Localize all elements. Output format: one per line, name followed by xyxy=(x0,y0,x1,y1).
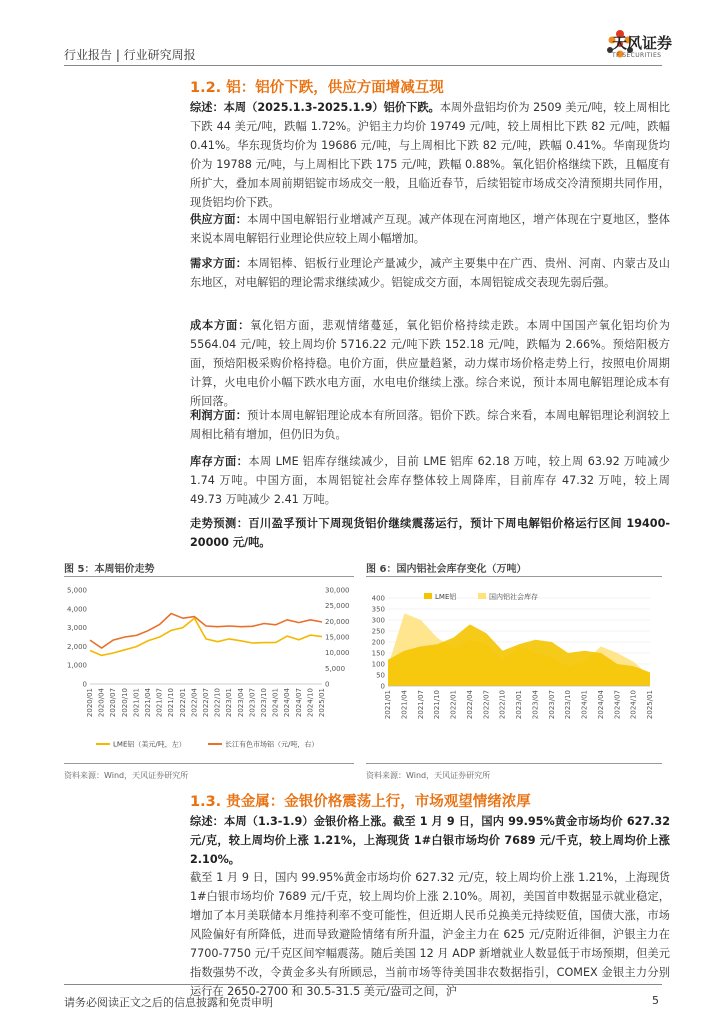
fig5-chart xyxy=(60,580,356,758)
x-tick-label: 2024/01 xyxy=(580,690,589,720)
x-tick-label: 2022/01 xyxy=(449,690,458,720)
series-line-2 xyxy=(90,614,322,649)
y-tick-label: 0 xyxy=(380,682,385,691)
y-left-tick-label: 2,000 xyxy=(66,642,87,651)
al-profit xyxy=(190,406,670,444)
y-tick-label: 100 xyxy=(371,660,385,669)
x-tick-label: 2023/04 xyxy=(236,688,245,718)
x-tick-label: 2024/10 xyxy=(629,690,638,720)
x-tick-label: 2021/10 xyxy=(167,688,176,718)
fig5-source: 资料来源：Wind，天风证券研究所 xyxy=(64,771,189,780)
al-cost-lead: 成本方面： xyxy=(190,319,251,332)
x-tick-label: 2022/10 xyxy=(213,688,222,718)
x-tick-label: 2023/07 xyxy=(547,690,556,720)
x-tick-label: 2021/01 xyxy=(132,688,141,718)
al-cost xyxy=(190,316,670,411)
x-tick-label: 2021/04 xyxy=(144,688,152,718)
x-tick-label: 2021/07 xyxy=(155,688,164,718)
y-right-tick-label: 5,000 xyxy=(325,664,346,673)
fig6-chart xyxy=(364,580,664,758)
logo-english: TF SECURITIES xyxy=(612,52,662,59)
x-tick-label: 2024/07 xyxy=(613,690,622,720)
y-left-tick-label: 0 xyxy=(82,680,87,689)
x-tick-label: 2023/10 xyxy=(564,690,573,720)
fig5-bottom-divider xyxy=(64,763,354,764)
y-right-tick-label: 25,000 xyxy=(325,602,350,611)
y-right-tick-label: 20,000 xyxy=(325,617,350,626)
legend-label-1: LME铝（美元/吨，左） xyxy=(113,740,186,749)
x-tick-label: 2022/01 xyxy=(178,688,187,718)
y-tick-label: 50 xyxy=(376,671,385,680)
x-tick-label: 2020/04 xyxy=(97,688,106,718)
al-demand-lead: 需求方面： xyxy=(190,257,248,270)
pm-summary-body: 截至 1 月 9 日，国内 99.95%黄金市场均价 627.32 元/克，较上周均价上涨 1.21%，上海现货 1#白银市场均价 7689 元/千克，较上周均价上涨 2.10%。周初，美国首申数据显示就业稳定，增加了本月美联储本月维持利率不变可能性，但近期人民币兑换美元持续贬值，国债大涨，市场风险偏好有所降低，进而导致避险情绪有所升温，沪金主力在 625 元/克附近徘徊，沪银主力在 7700-7750 元/千克区间窄幅震荡。随后美国 12 月 ADP 新增就业人数显低于市场预期，但美元指数强势不改，令黄金多头有所顾忌，当前市场等待美国非农数据指引，COMEX 金银主力分别运行在 2650-2700 和 30.5-31.5 美元/盎司之间，沪 xyxy=(190,871,670,998)
y-tick-label: 150 xyxy=(371,649,385,658)
legend-label-1: LME铝 xyxy=(435,593,457,601)
al-summary xyxy=(190,98,670,212)
fig6-title: 图 6：国内铝社会库存变化（万吨） xyxy=(366,564,527,575)
y-tick-label: 300 xyxy=(371,616,385,625)
x-tick-label: 2024/04 xyxy=(283,688,292,718)
x-tick-label: 2024/04 xyxy=(596,690,605,720)
x-tick-label: 2023/04 xyxy=(531,690,540,720)
legend-swatch-2 xyxy=(478,593,486,599)
section-title-aluminum: 1.2. 铝：铝价下跌，供应方面增减互现 xyxy=(190,80,444,96)
al-supply-lead: 供应方面： xyxy=(190,213,248,226)
y-right-tick-label: 10,000 xyxy=(325,649,350,658)
al-supply xyxy=(190,210,670,248)
x-tick-label: 2022/10 xyxy=(498,690,507,720)
x-tick-label: 2022/07 xyxy=(482,690,491,720)
x-tick-label: 2021/07 xyxy=(416,690,425,720)
header-divider xyxy=(64,65,662,66)
al-inventory xyxy=(190,452,670,509)
x-tick-label: 2025/01 xyxy=(318,688,326,718)
al-summary-lead: 综述：本周（2025.1.3-2025.1.9）铝价下跌。 xyxy=(190,101,440,114)
al-profit-lead: 利润方面： xyxy=(190,409,248,422)
legend-label-2: 长江有色市场铝（元/吨，右） xyxy=(225,740,319,749)
fig5-title: 图 5：本周铝价走势 xyxy=(64,564,155,575)
footer-disclaimer: 请务必阅读正文之后的信息披露和免责申明 xyxy=(64,996,273,1009)
x-tick-label: 2021/04 xyxy=(400,690,409,720)
y-left-tick-label: 5,000 xyxy=(66,586,87,595)
y-tick-label: 200 xyxy=(371,638,385,647)
legend-swatch-1 xyxy=(424,593,432,599)
x-tick-label: 2025/01 xyxy=(646,690,654,720)
x-tick-label: 2021/10 xyxy=(433,690,442,720)
y-right-tick-label: 0 xyxy=(325,680,330,689)
y-right-tick-label: 15,000 xyxy=(325,633,350,642)
footer-divider xyxy=(64,984,662,985)
y-tick-label: 250 xyxy=(371,627,385,636)
x-tick-label: 2023/10 xyxy=(260,688,268,718)
al-supply-body: 本周中国电解铝行业增减产互现。减产体现在河南地区，增产体现在宁夏地区，整体来说本周电解铝行业理论供应较上周小幅增加。 xyxy=(190,213,670,245)
section-title-precious-metals: 1.3. 贵金属：金银价格震荡上行，市场观望情绪浓厚 xyxy=(190,794,531,810)
al-profit-body: 预计本周电解铝理论成本有所回落。铝价下跌。综合来看，本周电解铝理论利润较上周相比稍有增加，但仍旧为负。 xyxy=(190,409,670,441)
x-tick-label: 2023/01 xyxy=(225,688,234,718)
y-tick-label: 350 xyxy=(371,605,385,614)
al-demand xyxy=(190,254,670,292)
al-cost-body: 氧化铝方面，悲观情绪蔓延，氧化铝价格持续走跌。本周中国国产氧化铝均价为 5564.04 元/吨，较上周均价 5716.22 元/吨下跌 152.18 元/吨，跌幅为 2.66%。预焙阳极方面，预焙阳极采购价格持稳。电价方面，供应量趋紧，动力煤市场价格走势上行，按照电价周期计算，火电电价小幅下跌水电方面，水电电价继续上涨。综合来说，预计本周电解铝理论成本有所回落。 xyxy=(190,319,670,408)
al-forecast: 走势预测：百川盈孚预计下周现货铝价继续震荡运行，预计下周电解铝价格运行区间 19400-20000 元/吨。 xyxy=(190,517,670,549)
fig5-title-divider xyxy=(64,576,354,577)
x-tick-label: 2022/07 xyxy=(202,688,210,718)
page-number: 5 xyxy=(652,994,659,1007)
x-tick-label: 2020/07 xyxy=(109,688,118,718)
y-left-tick-label: 1,000 xyxy=(66,661,87,670)
logo-name: 天风证券 xyxy=(612,34,673,52)
x-tick-label: 2021/01 xyxy=(384,690,392,720)
x-tick-label: 2022/04 xyxy=(465,690,474,720)
fig6-source: 资料来源：Wind，天风证券研究所 xyxy=(366,771,491,780)
x-tick-label: 2023/01 xyxy=(515,690,523,720)
x-tick-label: 2020/01 xyxy=(86,688,94,718)
y-left-tick-label: 3,000 xyxy=(66,624,87,633)
al-demand-body: 本周铝棒、铝板行业理论产量减少，减产主要集中在广西、贵州、河南、内蒙古及山东地区，对电解铝的理论需求继续减少。铝锭成交方面，本周铝锭成交表现先弱后强。 xyxy=(190,257,670,289)
al-inventory-lead: 库存方面： xyxy=(190,455,249,468)
y-left-tick-label: 4,000 xyxy=(66,605,87,614)
x-tick-label: 2024/01 xyxy=(271,688,280,718)
y-right-tick-label: 30,000 xyxy=(325,586,350,595)
y-tick-label: 400 xyxy=(371,594,385,603)
x-tick-label: 2023/07 xyxy=(248,688,257,718)
x-tick-label: 2022/04 xyxy=(190,688,199,718)
al-summary-body: 本周外盘铝均价为 2509 美元/吨，较上周相比下跌 44 美元/吨，跌幅 1.72%。沪铝主力均价 19749 元/吨，较上周相比下跌 82 元/吨，跌幅 0.41%。华东现货均价为 19686 元/吨，与上周相比下跌 82 元/吨，跌幅 0.41%。华南现货均价为 19788 元/吨，与上周相比下跌 175 元/吨，跌幅 0.88%。氧化铝价格继续下跌，且幅度有所扩大，叠加本周前期铝锭市场成交一般，且临近春节，后续铝锭市场成交冷清预期共同作用，现货铝均价下跌。 xyxy=(190,101,670,209)
report-type: 行业报告 | 行业研究周报 xyxy=(64,48,196,62)
fig6-title-divider xyxy=(366,576,662,577)
pm-summary-lead: 综述：本周（1.3-1.9）金银价格上涨。截至 1 月 9 日，国内 99.95%黄金市场均价 627.32 元/克，较上周均价上涨 1.21%，上海现货 1#白银市场均价 7689 元/千克，较上周均价上涨 2.10%。 xyxy=(190,815,670,866)
al-inventory-body: 本周 LME 铝库存继续减少，目前 LME 铝库 62.18 万吨，较上周 63.92 万吨减少 1.74 万吨。中国方面，本周铝锭社会库存整体较上周降库，目前库存 47.32 万吨，较上周 49.73 万吨减少 2.41 万吨。 xyxy=(190,455,670,506)
x-tick-label: 2024/10 xyxy=(306,688,315,718)
x-tick-label: 2020/10 xyxy=(120,688,129,718)
fig6-bottom-divider xyxy=(366,763,662,764)
x-tick-label: 2024/07 xyxy=(294,688,303,718)
legend-label-2: 国内铝社会库存 xyxy=(489,593,538,601)
